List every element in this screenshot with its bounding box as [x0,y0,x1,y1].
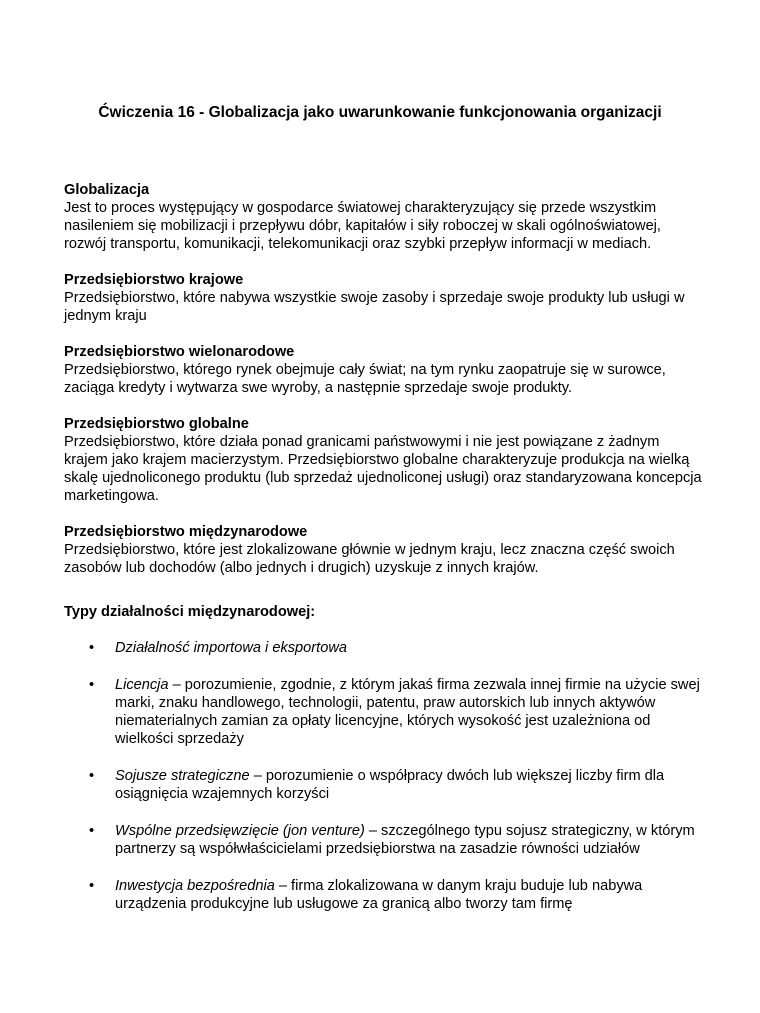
bullet-icon: • [89,878,95,894]
section-globalizacja [64,181,704,253]
type-term: Inwestycja bezpośrednia [115,878,275,894]
types-list [64,639,704,913]
section-text: Jest to proces występujący w gospodarce światowej charakteryzujący się przede wszystkim nasileniem się mobilizacji i przepływu dóbr, kapitałów i siły roboczej w skali ogólnoświatowej, rozwój transportu, komunikacji, telekomunikacji oraz szybki przepływ informacji w mediach. [64,200,661,252]
section-heading: Przedsiębiorstwo wielonarodowe [64,344,295,360]
page-title: Ćwiczenia 16 - Globalizacja jako uwarunkowanie funkcjonowania organizacji [98,104,662,121]
bullet-icon: • [89,768,95,784]
list-item [64,822,704,858]
type-description: – porozumienie o współpracy dwóch lub większej liczby firm dla osiągnięcia wzajemnych korzyści [115,768,665,802]
section-heading: Globalizacja [64,182,150,198]
bullet-icon: • [89,823,95,839]
section-heading: Przedsiębiorstwo globalne [64,416,249,432]
section-text: Przedsiębiorstwo, które jest zlokalizowane głównie w jednym kraju, lecz znaczna część swoich zasobów lub dochodów (albo jednych i drugich) uzyskuje z innych krajów. [64,542,675,576]
section-heading: Przedsiębiorstwo krajowe [64,272,244,288]
section-text: Przedsiębiorstwo, które działa ponad granicami państwowymi i nie jest powiązane z żadnym krajem jako krajem macierzystym. Przedsiębiorstwo globalne charakteryzuje produkcja na wielką skalę ujednoliconego produktu (lub sprzedaż ujednoliconej usługi) oraz standaryzowana koncepcja marketingowa. [64,434,702,504]
type-term: Sojusze strategiczne [115,768,250,784]
type-term: Wspólne przedsięwzięcie (jon venture) [115,823,365,839]
list-item [64,639,704,657]
types-heading: Typy działalności międzynarodowej: [64,604,316,620]
list-item [64,767,704,803]
type-description: – firma zlokalizowana w danym kraju buduje lub nabywa urządzenia produkcyjne lub usługowe za granicą albo tworzy tam firmę [115,878,643,912]
document-body [64,181,704,932]
type-term: Licencja [115,677,169,693]
section-text: Przedsiębiorstwo, które nabywa wszystkie swoje zasoby i sprzedaje swoje produkty lub usługi w jednym kraju [64,290,685,324]
section-przedsiebiorstwo-miedzynarodowe [64,523,704,577]
section-przedsiebiorstwo-wielonarodowe [64,343,704,397]
section-przedsiebiorstwo-globalne [64,415,704,505]
section-przedsiebiorstwo-krajowe [64,271,704,325]
type-description: – porozumienie, zgodnie, z którym jakaś firma zezwala innej firmie na użycie swej marki, znaku handlowego, technologii, patentu, praw autorskich lub innych aktywów niematerialnych zamian za opłaty licencyjne, których wysokość jest uzależniona od wielkości sprzedaży [115,677,700,747]
section-text: Przedsiębiorstwo, którego rynek obejmuje cały świat; na tym rynku zaopatruje się w surowce, zaciąga kredyty i wytwarza swe wyroby, a następnie sprzedaje swoje produkty. [64,362,666,396]
type-description: – szczególnego typu sojusz strategiczny, w którym partnerzy są współwłaścicielami przedsiębiorstwa na zasadzie równości udziałów [115,823,695,857]
list-item [64,877,704,913]
type-term: Działalność importowa i eksportowa [115,640,347,656]
section-heading: Przedsiębiorstwo międzynarodowe [64,524,308,540]
bullet-icon: • [89,640,95,656]
bullet-icon: • [89,677,95,693]
list-item [64,676,704,748]
